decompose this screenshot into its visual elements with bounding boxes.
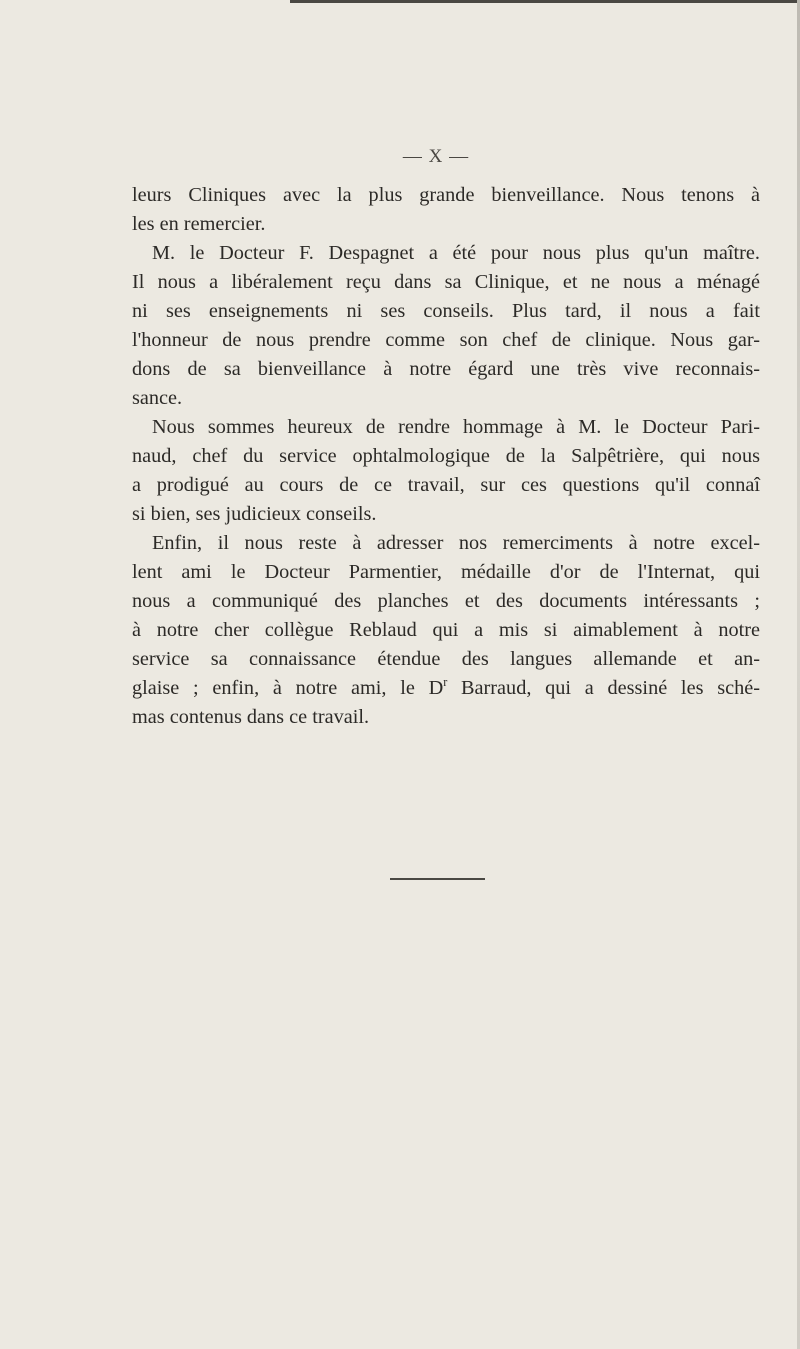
text-line: naud, chef du service ophtalmologique de la Salpêtrière, qui nous [132,445,760,467]
text-line: Nous sommes heureux de rendre hommage à M. le Docteur Pari- [152,416,760,438]
superscript: r [443,675,448,690]
text-fragment: Barraud, qui a dessiné les sché- [447,677,760,699]
text-line: si bien, ses judicieux conseils. [132,503,377,525]
text-line: dons de sa bienveillance à notre égard une très vive reconnais- [132,358,760,380]
text-line: ni ses enseignements ni ses conseils. Plus tard, il nous a fait [132,300,760,322]
text-line: lent ami le Docteur Parmentier, médaille d'or de l'Internat, qui [132,561,760,583]
section-end-rule [390,878,485,880]
page-number: — X — [402,146,470,167]
text-line: nous a communiqué des planches et des documents intéressants ; [132,590,760,612]
text-line: mas contenus dans ce travail. [132,706,370,728]
text-line: service sa connaissance étendue des langues allemande et an- [132,648,760,670]
text-line-with-superscript [132,674,760,703]
scan-top-edge [290,0,800,3]
body-text [132,181,760,732]
text-line: Enfin, il nous reste à adresser nos remerciments à notre excel- [152,532,760,554]
text-fragment: glaise ; enfin, à notre ami, le D [132,677,444,699]
text-line: l'honneur de nous prendre comme son chef de clinique. Nous gar- [132,329,760,351]
text-line: les en remercier. [132,213,266,235]
text-line: à notre cher collègue Reblaud qui a mis si aimablement à notre [132,619,760,641]
text-line: a prodigué au cours de ce travail, sur ces questions qu'il connaî [132,474,760,496]
text-line: M. le Docteur F. Despagnet a été pour nous plus qu'un maître. [152,242,760,264]
text-line: leurs Cliniques avec la plus grande bienveillance. Nous tenons à [132,184,760,206]
text-line: sance. [132,387,183,409]
text-line: Il nous a libéralement reçu dans sa Clinique, et ne nous a ménagé [132,271,760,293]
